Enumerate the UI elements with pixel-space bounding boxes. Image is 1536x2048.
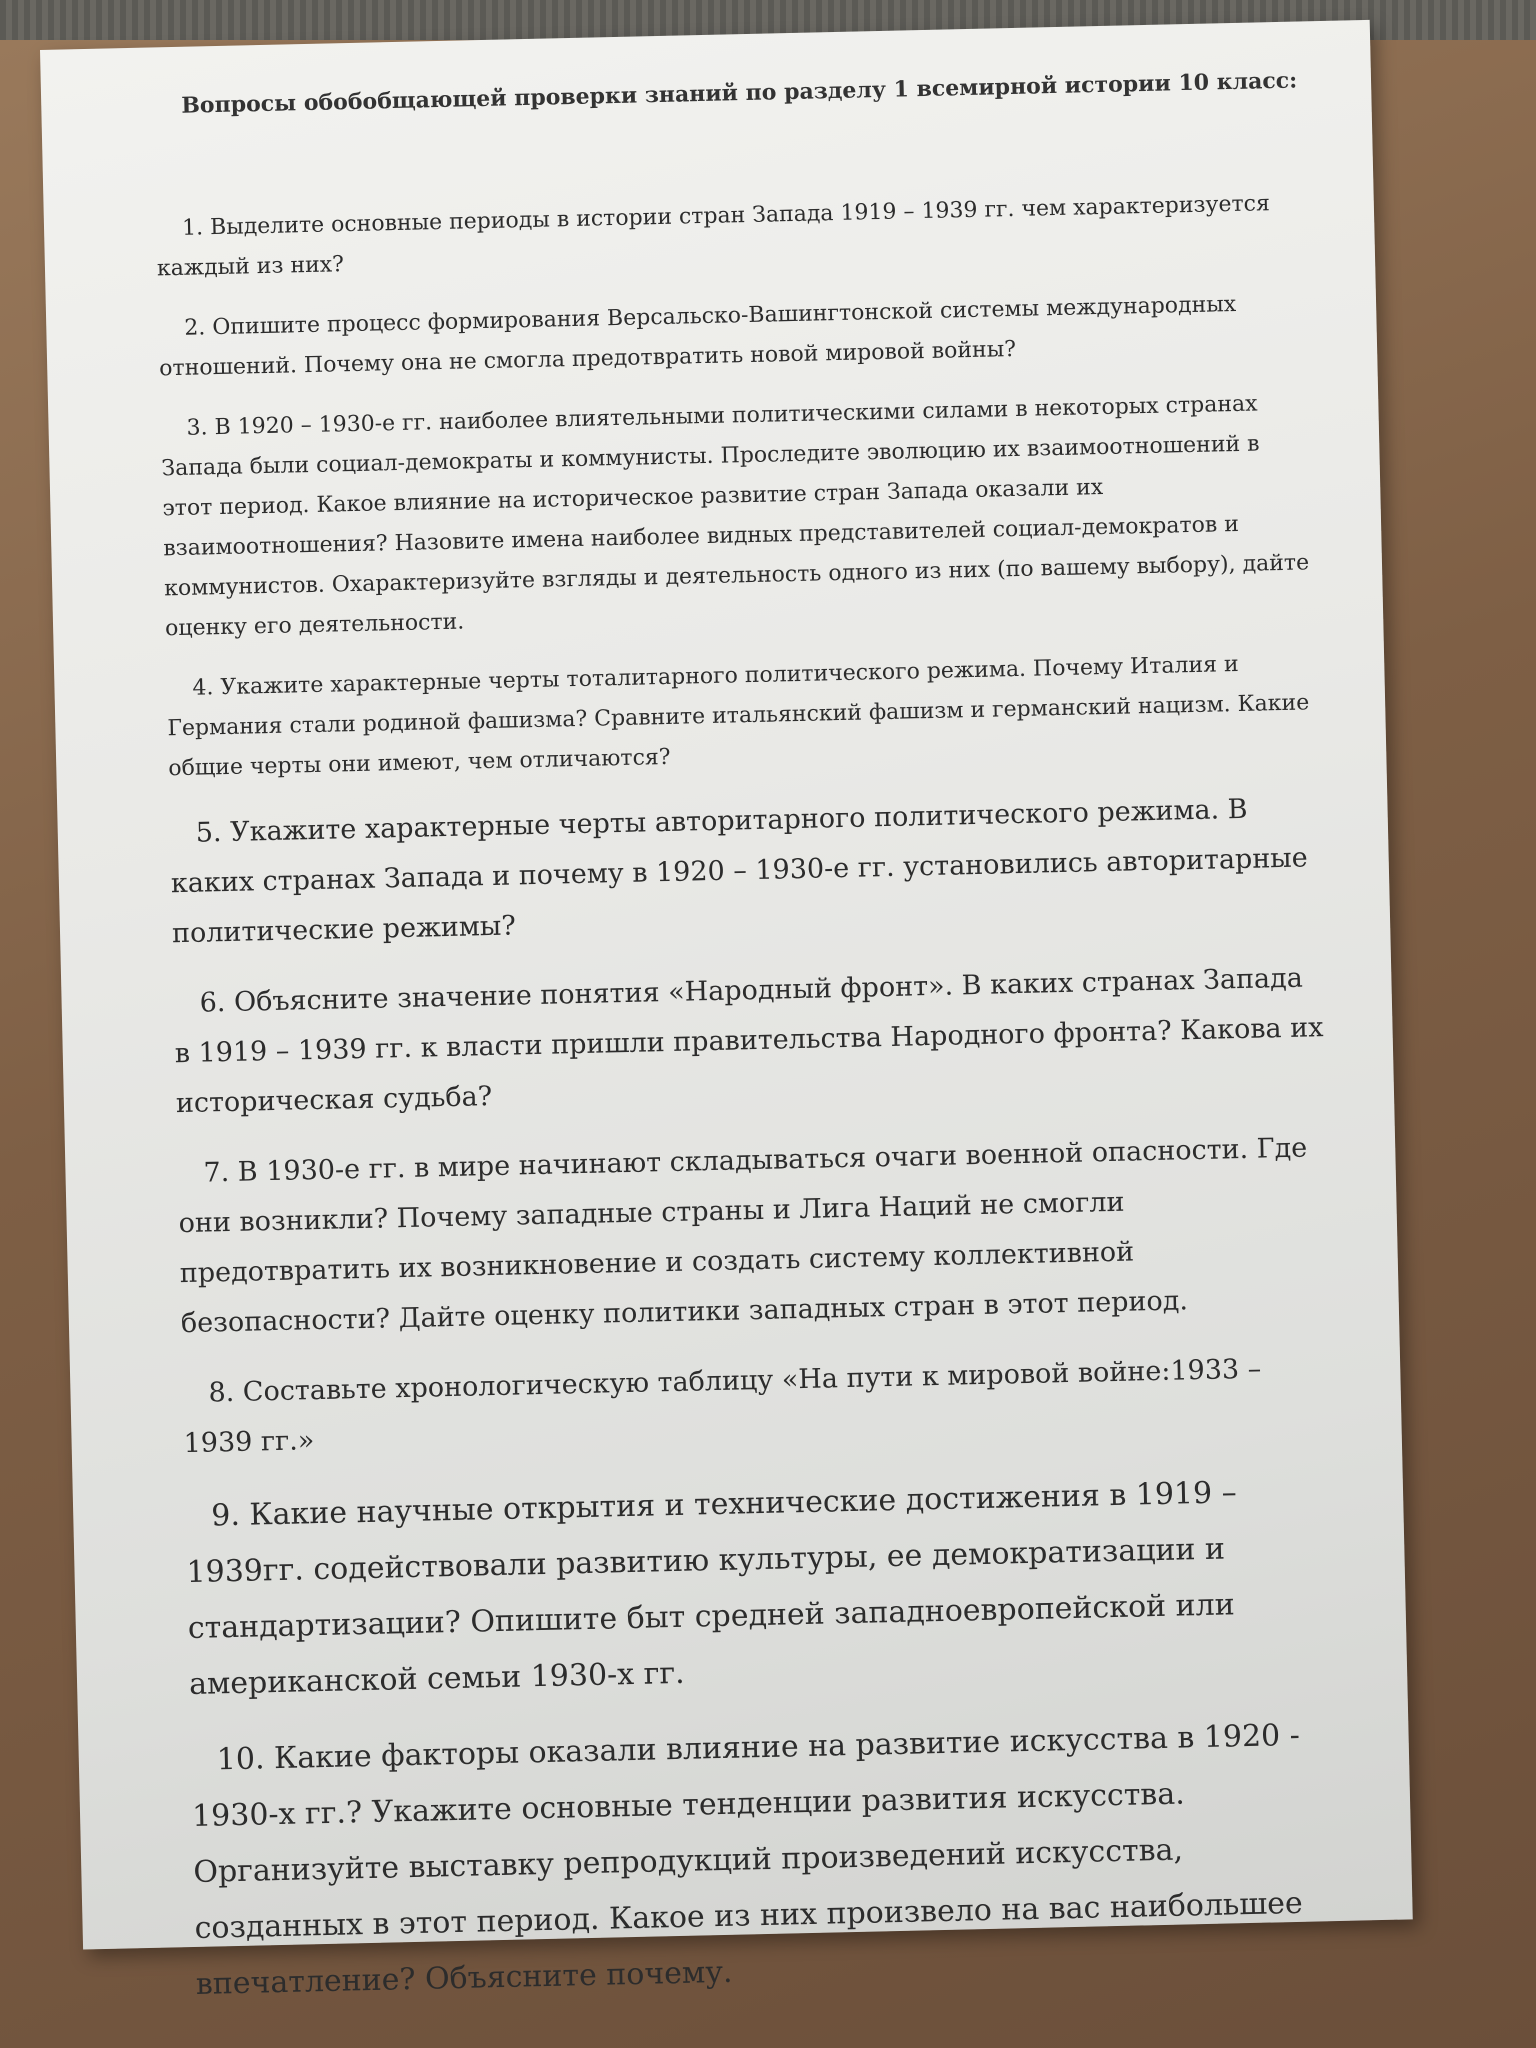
question-1: 1. Выделите основные периоды в истории стран Запада 1919 – 1939 гг. чем характеризуется каждый из них? (156, 191, 1271, 282)
question-10: 10. Какие факторы оказали влияние на развитие искусства в 1920 - 1930-х гг.? Укажите основные тенденции развития искусства. Организуйте выставку репродукций произведений искусства, созданных в этот период. Какое из них произвело на вас наибольшее впечатление? Объясните почему. (191, 1717, 1304, 2002)
question-7: 7. В 1930-е гг. в мире начинают складываться очаги военной опасности. Где они возникли? Почему западные страны и Лига Наций не смогли предотвратить их возникновение и создать систему коллективной безопасности? Дайте оценку политики западных стран в этот период. (178, 1132, 1308, 1340)
question-9: 9. Какие научные открытия и технические достижения в 1919 – 1939гг. содействовали развитию культуры, ее демократизации и стандартизации? Опишите быт средней западноевропейской или американской семьи 1930-х гг. (186, 1475, 1238, 1703)
question-5: 5. Укажите характерные черты авторитарного политического режима. В каких странах Запада и почему в 1920 – 1930-е гг. установились авторитарные политические режимы? (170, 793, 1309, 950)
paper-sheet (40, 20, 1413, 2002)
document-title: Вопросы обобобщающей проверки знаний по разделу 1 всемирной истории 10 класс: (181, 67, 1298, 119)
question-4: 4. Укажите характерные черты тоталитарного политического режима. Почему Италия и Германия стали родиной фашизма? Сравните итальянский фашизм и германский нацизм. Какие общие черты они имеют, чем отличаются? (167, 651, 1310, 782)
document-content (153, 61, 1347, 2033)
question-6: 6. Объясните значение понятия «Народный фронт». В каких странах Запада в 1919 – 1939 гг. к власти пришли правительства Народного фронта? Какова их историческая судьба? (174, 962, 1324, 1120)
question-2: 2. Опишите процесс формирования Версальско-Вашингтонской системы международных отношений. Почему она не смогла предотвратить новой мировой войны? (158, 291, 1237, 382)
question-8: 8. Составьте хронологическую таблицу «На пути к мировой войне:1933 – 1939 гг.» (183, 1353, 1262, 1460)
question-3: 3. В 1920 – 1930-е гг. наиболее влиятельными политическими силами в некоторых странах Запада были социал-демократы и коммунисты. Проследите эволюцию их взаимоотношений в этот период. Какое влияние на историческое развитие стран Запада оказали их взаимоотношения? Назовите имена наиболее видных представителей социал-демократов и коммунистов. Охарактеризуйте взгляды и деятельность одного из них (по вашему выбору), дайте оценку его деятельности. (161, 391, 1310, 642)
